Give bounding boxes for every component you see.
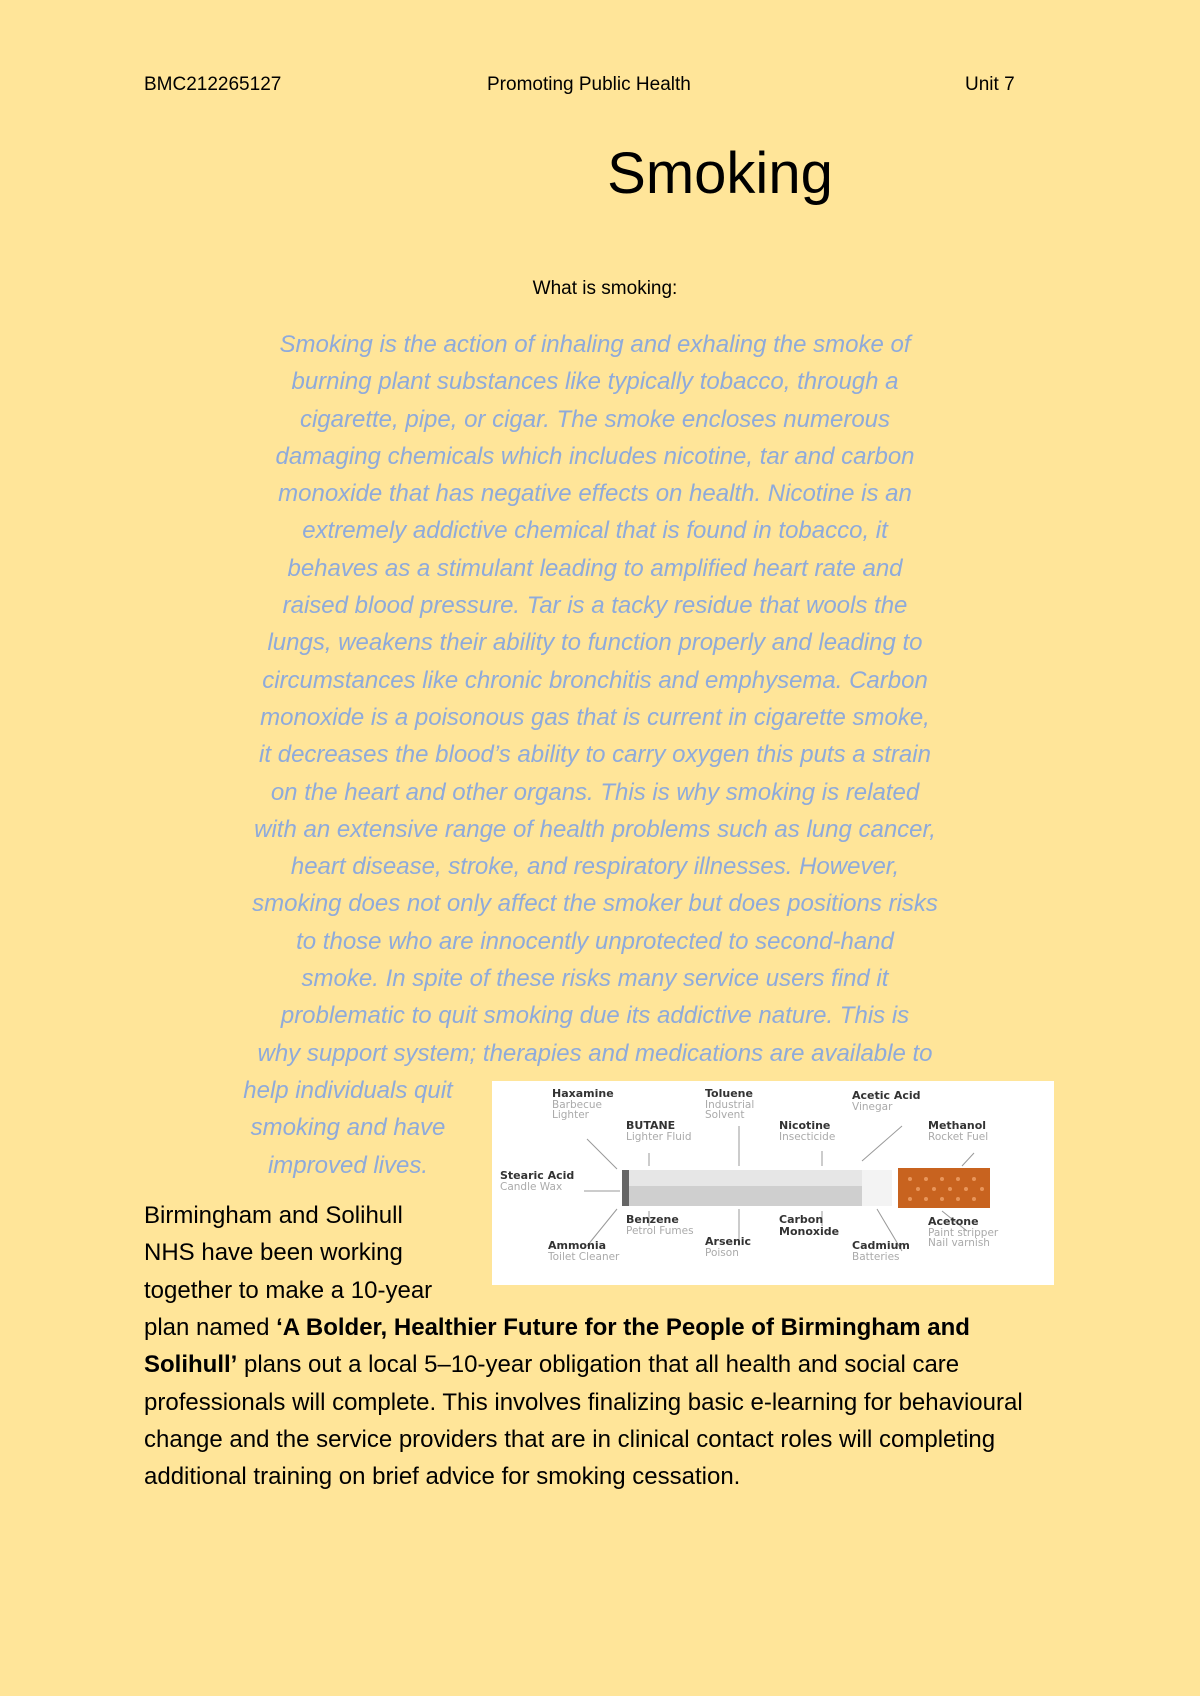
chemical-label: Nicotine (779, 1119, 831, 1132)
chemical-use-label: Vinegar (852, 1101, 893, 1113)
intro-line: Smoking is the action of inhaling and exhaling the smoke of (279, 331, 911, 358)
header-unit: Unit 7 (965, 74, 1015, 95)
intro-tail-line: help individuals quit (243, 1077, 453, 1104)
chemical-use-label: Paint stripper (928, 1227, 999, 1239)
body-left-line: Birmingham and Solihull (144, 1202, 403, 1229)
chemical-label: Arsenic (705, 1235, 752, 1248)
intro-line: raised blood pressure. Tar is a tacky residue that wools the (282, 592, 908, 620)
intro-line: smoking does not only affect the smoker but does positions risks (252, 890, 938, 918)
intro-line: with an extensive range of health problems such as lung cancer, (254, 815, 936, 843)
intro-line: extremely addictive chemical that is found in tobacco, it (302, 517, 888, 545)
cigarette-chemicals-diagram (492, 1081, 1054, 1285)
chemical-use-label: Toilet Cleaner (548, 1251, 620, 1263)
plan-name: ‘A Bolder, Healthier Future for the People of Birmingham and Solihull’ (144, 1314, 970, 1379)
intro-line: damaging chemicals which includes nicotine, tar and carbon (275, 442, 915, 470)
body-left-line: together to make a 10-year (144, 1276, 433, 1304)
intro-line: heart disease, stroke, and respiratory illnesses. However, (290, 853, 900, 881)
chemical-use-label: Insecticide (779, 1131, 836, 1143)
intro-line: monoxide is a poisonous gas that is current in cigarette smoke, (260, 703, 930, 731)
chemical-label: Methanol (928, 1119, 987, 1132)
intro-line: circumstances like chronic bronchitis and emphysema. Carbon (262, 666, 928, 694)
chemical-label: Acetone (928, 1215, 979, 1228)
intro-line: on the heart and other organs. This is why smoking is related (270, 778, 920, 806)
chemical-label: Stearic Acid (500, 1169, 575, 1182)
chemical-use-label: Batteries (852, 1251, 900, 1263)
intro-paragraph-tail (223, 1072, 473, 1184)
chemical-use-label: Solvent (705, 1109, 745, 1121)
chemicals-diagram-svg (492, 1081, 1054, 1285)
chemical-label: Toluene (705, 1087, 753, 1100)
chemical-label: Cadmium (852, 1239, 910, 1252)
chemical-use-label: Candle Wax (500, 1181, 563, 1193)
chemical-label: Carbon (779, 1213, 824, 1226)
intro-paragraph (223, 326, 967, 1072)
chemical-use-label: Industrial (705, 1099, 755, 1111)
intro-line: cigarette, pipe, or cigar. The smoke encloses numerous (299, 405, 891, 433)
intro-line: monoxide that has negative effects on health. Nicotine is an (278, 480, 912, 508)
chemical-label: BUTANE (626, 1119, 676, 1132)
section-subtitle: What is smoking: (532, 278, 678, 299)
cigarette-shade (626, 1186, 862, 1206)
chemical-label: Benzene (626, 1213, 679, 1226)
page-title: Smoking (607, 141, 833, 206)
intro-line: why support system; therapies and medications are available to (257, 1039, 933, 1067)
chemical-use-label: Lighter Fluid (626, 1131, 692, 1143)
intro-line: lungs, weakens their ability to function properly and leading to (267, 629, 923, 657)
cigarette-ash-end (622, 1170, 629, 1206)
body-paragraph (144, 1309, 1064, 1495)
intro-line: behaves as a stimulant leading to amplified heart rate and (287, 554, 903, 582)
chemical-use-label: Lighter (552, 1109, 589, 1121)
header-module-title: Promoting Public Health (487, 74, 691, 95)
body-suffix: plans out a local 5–10-year obligation that all health and social care professionals will complete. This involves finalizing basic e-learning for behavioural change and the service providers that are in clinical contact roles will completing additional training on brief advice for smoking cessation. (144, 1351, 1023, 1491)
chemical-use-label: Barbecue (552, 1099, 602, 1111)
chemical-label: Monoxide (779, 1225, 840, 1238)
intro-tail-line: improved lives. (267, 1151, 429, 1179)
chemical-use-label: Petrol Fumes (626, 1225, 694, 1237)
body-paragraph-start (144, 1197, 474, 1309)
intro-line: smoke. In spite of these risks many service users find it (301, 965, 889, 993)
chemical-label: Acetic Acid (852, 1089, 921, 1102)
chemical-use-label: Rocket Fuel (928, 1131, 989, 1143)
cigarette-gap (862, 1170, 892, 1206)
intro-tail-line: smoking and have (250, 1114, 446, 1142)
body-left-line: NHS have been working (144, 1239, 403, 1267)
chemical-label: Haxamine (552, 1087, 614, 1100)
chemical-use-label: Nail varnish (928, 1237, 990, 1249)
intro-line: it decreases the blood’s ability to carry oxygen this puts a strain (259, 741, 931, 769)
chemical-use-label: Poison (705, 1247, 739, 1259)
header-student-id: BMC212265127 (144, 74, 282, 95)
cigarette-filter (898, 1168, 990, 1208)
intro-line: problematic to quit smoking due its addictive nature. This is (280, 1002, 910, 1030)
body-prefix: plan named (144, 1314, 277, 1341)
intro-line: to those who are innocently unprotected to second-hand (296, 927, 894, 955)
intro-line: burning plant substances like typically tobacco, through a (291, 368, 899, 396)
chemical-label: Ammonia (548, 1239, 607, 1252)
